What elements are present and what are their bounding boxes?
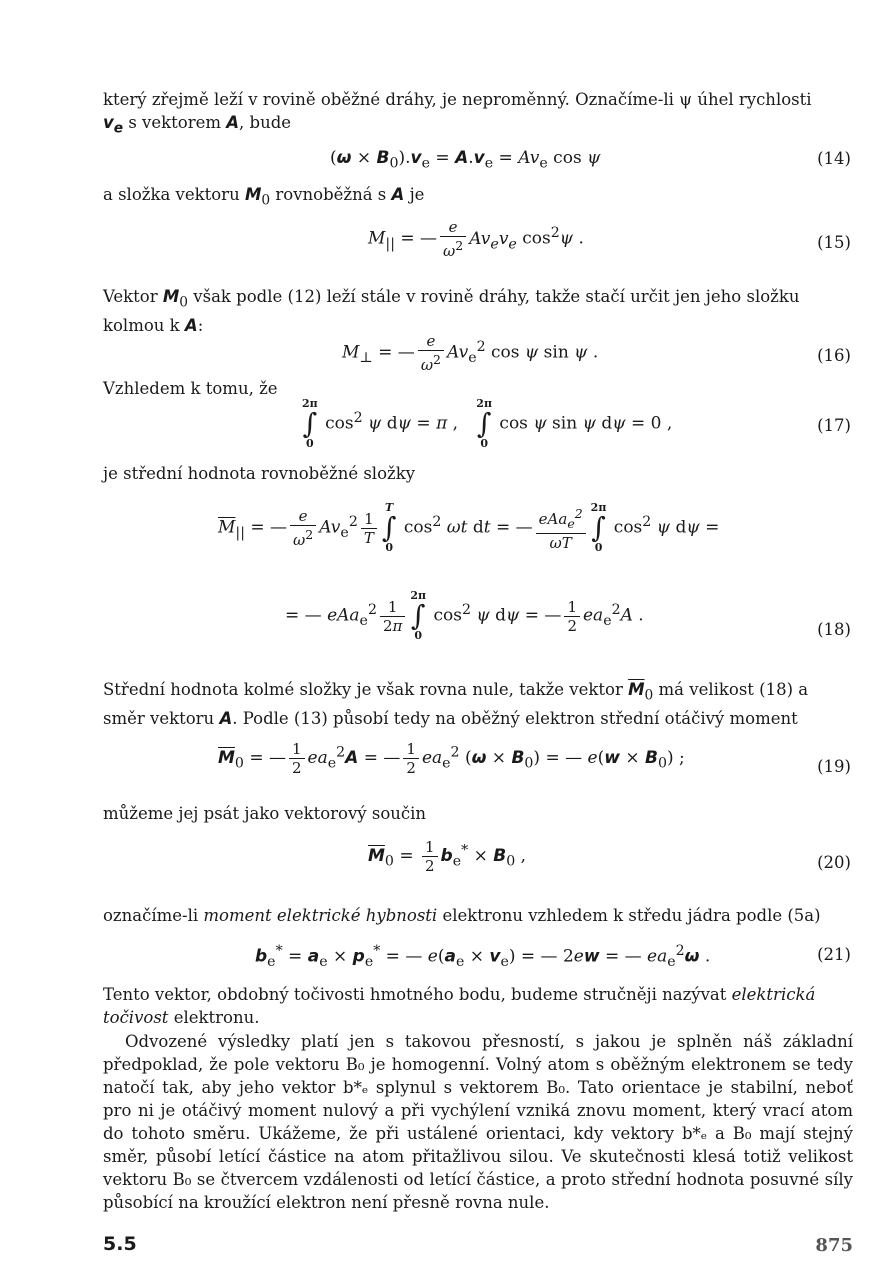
equation-number-20: (20) xyxy=(817,853,851,872)
paragraph-5: je střední hodnota rovnoběžné složky xyxy=(103,464,416,483)
text-p2c: je xyxy=(409,185,425,204)
equation-number-21: (21) xyxy=(817,945,851,964)
equation-number-15: (15) xyxy=(817,233,851,252)
text-p8: označíme-li xyxy=(103,906,199,925)
equation-number-16: (16) xyxy=(817,346,851,365)
equation-20: $\overline{M}_0$ = $\frac{1}{2}$ $b_e^* \times B_0$ , xyxy=(368,838,527,875)
text-p1: který zřejmě leží v rovině oběžné dráhy, je neproměnný. Označíme-li ψ úhel rychlosti xyxy=(103,90,812,109)
equation-15: $M_{||}$ = — $\frac{e}{\omega^2}$ $Av_ev_e$ $\cos^2\psi$ . xyxy=(368,218,584,260)
text-p1b: s vektorem xyxy=(128,113,222,132)
equation-14: $(\omega \times B_0).v_e = A.v_e = Av_e$ cos ψ xyxy=(330,148,601,172)
paragraph-4: Vzhledem k tomu, že xyxy=(103,379,278,398)
paragraph-7: můžeme jej psát jako vektorový součin xyxy=(103,804,427,823)
equation-number-17: (17) xyxy=(817,416,851,435)
text-p8-italic: moment elektrické hybnosti xyxy=(203,906,438,925)
equation-18-line-1: $\overline{M}_{||}$ = — $\frac{e}{\omega^2}$ $Av_e^2$ $\frac{1}{T}$ T ∫ 0 $\cos^2 \omega t$ dt = — $\frac{eAa_e^2}{\omega T}$ 2π ∫ 0 $\cos^2 \psi$ dψ = xyxy=(218,501,720,554)
text-p9b: elektronu. xyxy=(173,1008,260,1027)
text-p9-italic: elektrická točivost xyxy=(103,985,816,1027)
equation-number-19: (19) xyxy=(817,757,851,776)
paragraph-6: Střední hodnota kolmé složky je však rovna nule, takže vektor $\overline{M}_0$ má velikost (18) a směr vektoru A. Podle (13) působí tedy na oběžný elektron střední otáčivý moment xyxy=(103,680,809,729)
text-p8b: elektronu vzhledem k středu jádra podle (5a) xyxy=(442,906,821,925)
text-p3b: však podle (12) leží stále v rovině dráhy, takže stačí určit jen jeho složku kolmou k xyxy=(103,287,800,336)
text-p6: Střední hodnota kolmé složky je však rovna nule, takže vektor xyxy=(103,680,623,699)
text-p6b: má velikost (18) a směr vektoru xyxy=(103,680,809,729)
paragraph-9 xyxy=(103,983,853,1029)
text-p3: Vektor xyxy=(103,287,158,306)
equation-17: 2π ∫ 0 $\cos^2 \psi$ dψ = π , 2π ∫ 0 cos ψ sin ψ dψ = 0 , xyxy=(302,397,673,450)
paragraph-intro: který zřejmě leží v rovině oběžné dráhy, je neproměnný. Označíme-li ψ úhel rychlosti $v_e$ s vektorem A, bude xyxy=(103,90,812,137)
text-p6c: . Podle (13) působí tedy na oběžný elektron střední otáčivý moment xyxy=(232,709,798,729)
text-p1c: , bude xyxy=(239,113,292,132)
page-number: 875 xyxy=(815,1235,853,1256)
paragraph-10: Odvozené výsledky platí jen s takovou přesností, s jakou je splněn náš základní předpoklad, že pole vektoru B₀ je homogenní. Volný atom s oběžným elektronem se tedy natočí tak, aby jeho vektor b*ₑ splynul s vektorem B₀. Tato orientace je stabilní, neboť pro ni je otáčivý moment nulový a při vychýlení vzniká znovu moment, který vrací atom do tohoto směru. Ukážeme, že při ustálené orientaci, kdy vektory b*ₑ a B₀ mají stejný směr, působí letící částice na atom přitažlivou silou. Ve skutečnosti klesá totiž velikost vektoru B₀ se čtvercem vzdálenosti od letící částice, a proto střední hodnota posuvné síly působící na kroužící elektron není přesně rovna nule. xyxy=(103,1032,853,1212)
paragraph-3: Vektor $M_0$ však podle (12) leží stále v rovině dráhy, takže stačí určit jen jeho složku kolmou k A: xyxy=(103,287,800,336)
equation-18-line-2: = — eAa$_e^2$ $\frac{1}{2\pi}$ 2π ∫ 0 $\cos^2 \psi$ dψ = — $\frac{1}{2}$ $ea_e^2A$ . xyxy=(285,589,644,642)
paragraph-8 xyxy=(103,904,853,927)
equation-21: $b_e^* = a_e \times p_e^*$ = — $e(a_e \times v_e)$ = — 2ew = — $ea_e^2\omega$ . xyxy=(255,943,711,971)
equation-16: $M_\perp$ = — $\frac{e}{\omega^2}$ $Av_e^2$ cos ψ sin ψ . xyxy=(342,332,599,374)
section-number: 5.5 xyxy=(103,1233,137,1255)
text-p2: a složka vektoru xyxy=(103,185,240,204)
text-p9: Tento vektor, obdobný točivosti hmotného bodu, budeme stručněji nazývat xyxy=(103,985,727,1004)
equation-number-18: (18) xyxy=(817,620,851,639)
text-p2b: rovnoběžná s xyxy=(275,185,387,204)
paragraph-2: a složka vektoru $M_0$ rovnoběžná s A je xyxy=(103,185,425,209)
equation-number-14: (14) xyxy=(817,149,851,168)
equation-19: $\overline{M}_0$ = — $\frac{1}{2}$ $ea_e^2A$ = — $\frac{1}{2}$ $ea_e^2$ $(\omega \times B_0)$ = — $e(w \times B_0)$ ; xyxy=(218,740,685,777)
